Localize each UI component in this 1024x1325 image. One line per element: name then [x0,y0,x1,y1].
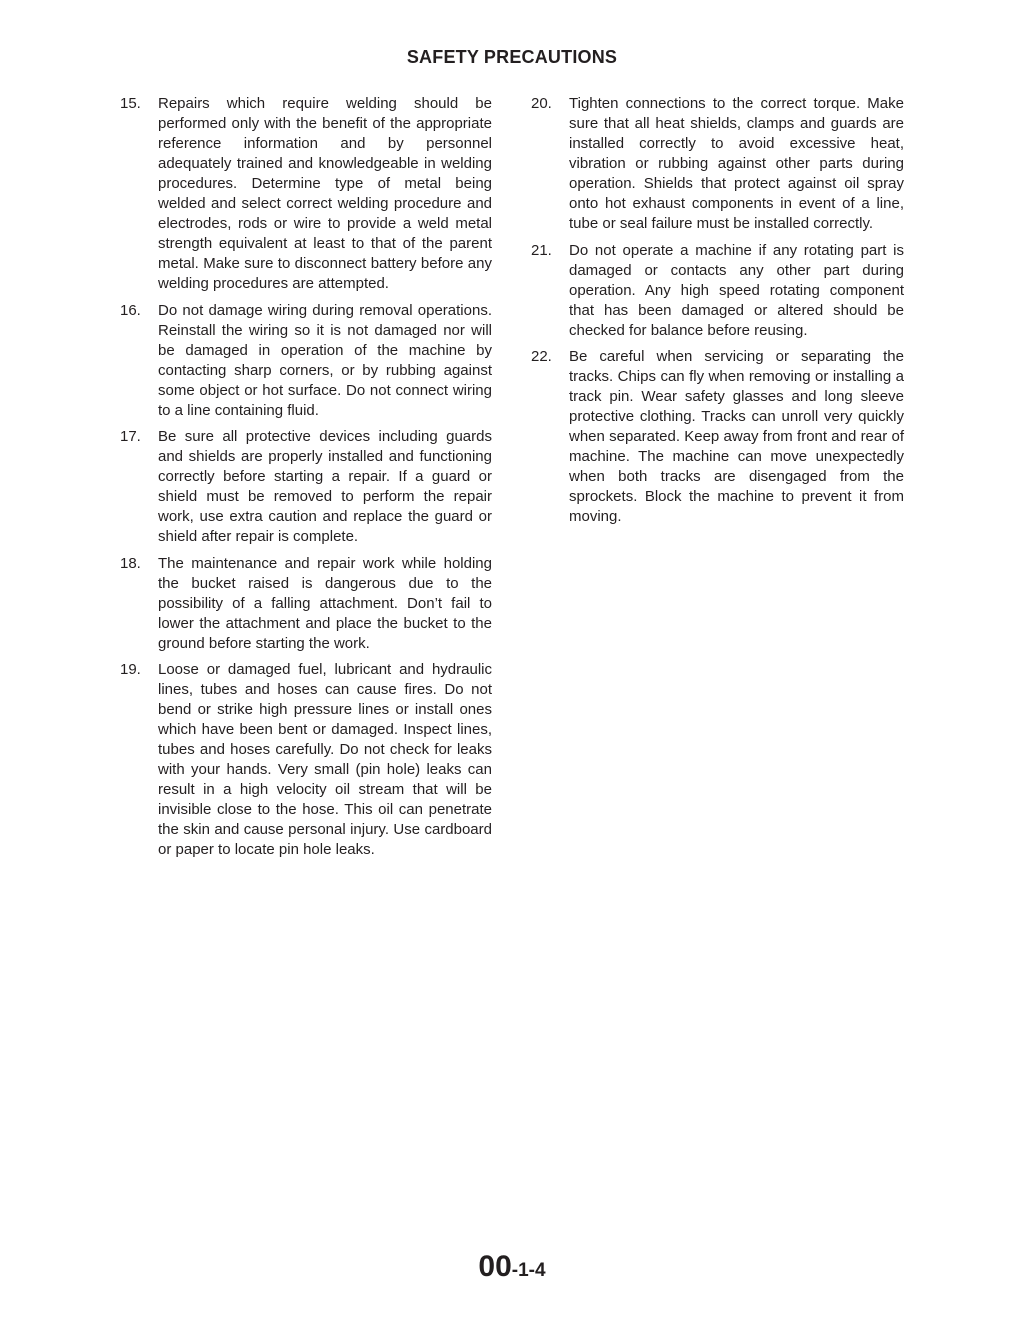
item-number: 20. [531,95,552,112]
item-text: Loose or damaged fuel, lubricant and hydraulic lines, tubes and hoses can cause fires. Do not bend or strike high pressure lines or install ones which have been bent or damaged. Inspect lines, tubes and hoses carefully. Do not check for leaks with your hands. Very small (pin hole) leaks can result in a high velocity oil stream that will be invisible close to the hose. This oil can penetrate the skin and cause personal injury. Use cardboard or paper to locate pin hole leaks. [158,661,492,858]
item-text: Do not damage wiring during removal operations. Reinstall the wiring so it is not damaged nor will be damaged in operation of the machine by contacting sharp corners, or by rubbing against some object or hot surface. Do not connect wiring to a line containing fluid. [158,301,492,419]
list-item [531,94,904,234]
page-number-page: -1-4 [511,1260,546,1281]
right-column [531,94,904,534]
item-number: 15. [120,95,141,112]
list-item [120,301,492,421]
item-number: 21. [531,241,552,259]
item-number: 16. [120,301,141,319]
page-title: SAFETY PRECAUTIONS [406,47,618,67]
item-number: 17. [120,428,141,445]
list-item [120,94,492,294]
page-number-section: 00 [478,1250,512,1283]
list-item [120,427,492,547]
page-number [0,1250,1024,1284]
item-text: Be sure all protective devices including guards and shields are properly installed and functioning correctly before starting a repair. If a guard or shield must be removed to perform the repair work, use extra caution and replace the guard or shield after repair is complete. [158,428,492,545]
list-item [531,347,904,527]
item-text: Do not operate a machine if any rotating part is damaged or contacts any other part during operation. Any high speed rotating component that has been damaged or altered should be checked for balance before reusing. [569,241,904,339]
item-text: Repairs which require welding should be performed only with the benefit of the appropriate reference information and by personnel adequately trained and knowledgeable in welding procedures. Determine type of metal being welded and select correct welding procedure and electrodes, rods or wire to provide a weld metal strength equivalent at least to that of the parent metal. Make sure to disconnect battery before any welding procedures are attempted. [158,95,492,292]
list-item [120,554,492,654]
item-number: 18. [120,554,141,572]
item-text: The maintenance and repair work while holding the bucket raised is dangerous due to the possibility of a falling attachment. Don’t fail to lower the attachment and place the bucket to the ground before starting the work. [158,554,492,652]
item-text: Tighten connections to the correct torque. Make sure that all heat shields, clamps and guards are installed correctly to avoid excessive heat, vibration or rubbing against other parts during operation. Shields that protect against oil spray onto hot exhaust components in event of a line, tube or seal failure must be installed correctly. [569,95,904,232]
left-column [120,94,492,867]
item-number: 19. [120,661,141,678]
list-item [120,660,492,860]
list-item [531,241,904,341]
item-number: 22. [531,348,552,365]
item-text: Be careful when servicing or separating the tracks. Chips can fly when removing or installing a track pin. Wear safety glasses and long sleeve protective clothing. Tracks can unroll very quickly when separated. Keep away from front and rear of machine. The machine can move unexpectedly when both tracks are disengaged from the sprockets. Block the machine to prevent it from moving. [569,348,904,525]
